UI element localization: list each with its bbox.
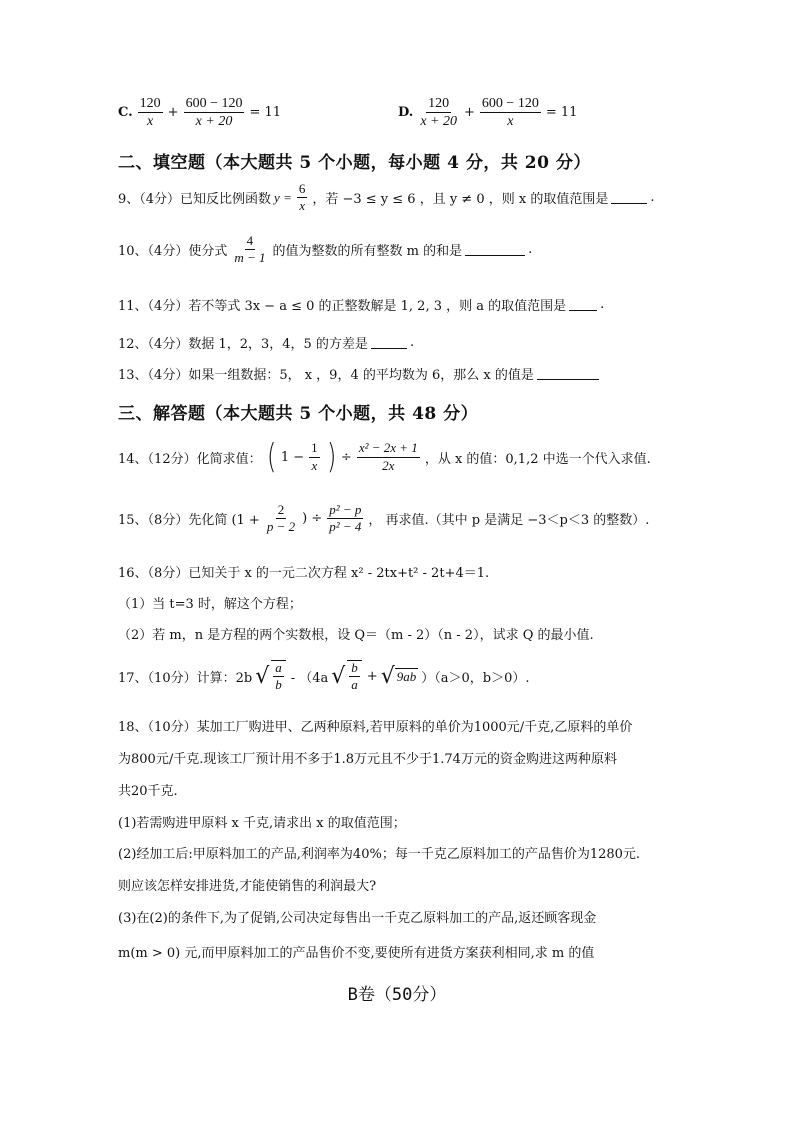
fraction (138, 96, 163, 130)
math-text: 1 − (280, 449, 305, 465)
denominator: x + 20 (195, 114, 233, 130)
denominator: p − 2 (266, 519, 296, 535)
fraction (271, 660, 286, 693)
question-text: 的值为整数的所有整数 m 的和是 (272, 244, 463, 260)
question-18-line-1: 18、（10分）某加工厂购进甲、乙两种原料,若甲原料的单价为1000元/千克,乙原料的单价 (118, 720, 633, 735)
left-paren: ( (266, 437, 276, 477)
period: . (650, 190, 655, 206)
denominator: x (299, 198, 305, 214)
question-18-line-6: 则应该怎样安排进货,才能使销售的利润最大? (118, 879, 377, 894)
period: . (528, 242, 533, 258)
fraction (347, 660, 362, 693)
question-text: ）（a＞0，b＞0）. (421, 670, 530, 686)
math-text: ) ÷ (302, 511, 323, 527)
numerator: 600 − 120 (480, 96, 541, 113)
question-text: 11、（4分）若不等式 3x − a ≤ 0 的正整数解是 1, 2, 3 ，则 a 的取值范围是 (118, 299, 567, 314)
fraction (357, 441, 420, 473)
numerator: x² − 2x + 1 (357, 441, 420, 457)
period: . (409, 335, 415, 350)
question-11 (118, 295, 604, 314)
denominator: m − 1 (234, 250, 266, 266)
denominator: 2x (382, 457, 395, 473)
plus-sign: + (167, 105, 179, 121)
numerator: p² − p (327, 503, 363, 519)
denominator: x (311, 457, 318, 473)
numerator: 1 (309, 441, 320, 457)
question-18-line-2: 为800元/千克.现该工厂预计用不多于1.8万元且不少于1.74万元的资金购进这两种原料 (118, 752, 617, 767)
denominator: p² − 4 (329, 519, 362, 535)
denominator: a (351, 677, 358, 693)
fraction (184, 96, 245, 130)
math-text: y = (274, 189, 292, 205)
fraction (327, 503, 363, 535)
question-9 (118, 182, 654, 214)
question-text: ，若 −3 ≤ y ≤ 6 ，且 y ≠ 0 ，则 x 的取值范围是 (312, 192, 609, 208)
math-text: - （4a (290, 670, 329, 686)
period: . (600, 297, 605, 312)
question-13 (118, 364, 599, 383)
question-18-line-4: (1)若需购进甲原料 x 千克,请求出 x 的取值范围； (118, 816, 406, 831)
right-paren: ) (326, 437, 336, 477)
question-17 (118, 660, 529, 693)
answer-blank[interactable] (537, 367, 599, 380)
option-d (398, 96, 577, 130)
option-d-label: D. (398, 105, 414, 121)
fraction (232, 234, 267, 266)
fraction (480, 96, 541, 130)
option-c (118, 96, 281, 130)
question-text: 13、（4分）如果一组数据：5， x ，9，4 的平均数为 6，那么 x 的值是 (118, 368, 534, 383)
question-18-line-3: 共20千克. (118, 784, 178, 799)
answer-blank[interactable] (465, 243, 525, 256)
question-18-line-8: m(m > 0) 元,而甲原料加工的产品售价不变,要使所有进货方案获利相同,求 m 的值 (118, 946, 595, 961)
divide-sign: ÷ (340, 449, 352, 465)
numerator: a (273, 661, 284, 677)
numerator: 120 (426, 96, 451, 113)
denominator: x (507, 114, 514, 130)
question-text: ， 再求值.（其中 p 是满足 −3＜p＜3 的整数）. (368, 513, 650, 529)
question-text: 17、（10分）计算：2b (118, 670, 253, 686)
question-10 (118, 234, 532, 266)
sqrt-expression (255, 660, 288, 693)
question-text: 12、（4分）数据 1，2，3，4，5 的方差是 (118, 337, 368, 352)
numerator: 120 (138, 96, 163, 113)
numerator: b (349, 661, 360, 677)
question-12 (118, 333, 414, 352)
question-text: 9、（4分）已知反比例函数 (118, 192, 272, 208)
fraction (265, 503, 297, 535)
question-text: ，从 x 的值：0,1,2 中选一个代入求值. (424, 451, 651, 467)
fraction (297, 182, 308, 214)
question-14 (118, 437, 651, 477)
equals-value: = 11 (249, 105, 282, 121)
denominator: x + 20 (420, 114, 458, 130)
radical-sign: √ (331, 663, 346, 689)
numerator: 600 − 120 (184, 96, 245, 113)
plus-sign: + (366, 668, 378, 684)
numerator: 6 (297, 182, 308, 198)
section-2-heading: 二、填空题（本大题共 5 个小题，每小题 4 分，共 20 分） (118, 153, 591, 173)
plus-sign: + (464, 105, 475, 121)
question-16-line-2: （1）当 t=3 时，解这个方程； (118, 597, 302, 612)
section-3-heading: 三、解答题（本大题共 5 个小题，共 48 分） (118, 404, 479, 424)
sqrt-expression (381, 664, 419, 689)
question-18-line-5: (2)经加工后:甲原料加工的产品,利润率为40%；每一千克乙原料加工的产品售价为1280元. (118, 847, 641, 862)
denominator: x (147, 114, 154, 130)
answer-blank[interactable] (569, 298, 597, 311)
fraction (309, 441, 320, 473)
question-16-line-3: （2）若 m，n 是方程的两个实数根，设 Q＝（m - 2）（n - 2），试求 Q 的最小值. (118, 628, 594, 643)
question-15 (118, 503, 649, 535)
question-text: 10、（4分）使分式 (118, 244, 228, 260)
equals-value: = 11 (545, 105, 578, 121)
answer-blank[interactable] (371, 336, 407, 349)
numerator: 2 (276, 503, 287, 519)
question-16-line-1: 16、（8分）已知关于 x 的一元二次方程 x² - 2tx+t² - 2t+4＝1. (118, 566, 490, 581)
radicand: 9ab (396, 668, 417, 684)
option-c-label: C. (118, 105, 133, 121)
question-18-line-7: (3)在(2)的条件下,为了促销,公司决定每售出一千克乙原料加工的产品,返还顾客现金 (118, 911, 597, 926)
section-b-title: B卷（50分） (347, 985, 447, 1005)
fraction (418, 96, 459, 130)
question-text: 14、（12分）化简求值： (118, 451, 262, 467)
question-text: 15、（8分）先化简 (1 + (118, 513, 260, 529)
answer-blank[interactable] (611, 191, 647, 204)
sqrt-expression (331, 660, 364, 693)
radical-sign: √ (380, 663, 395, 689)
radical-sign: √ (255, 663, 270, 689)
numerator: 4 (245, 234, 256, 250)
denominator: b (275, 677, 282, 693)
